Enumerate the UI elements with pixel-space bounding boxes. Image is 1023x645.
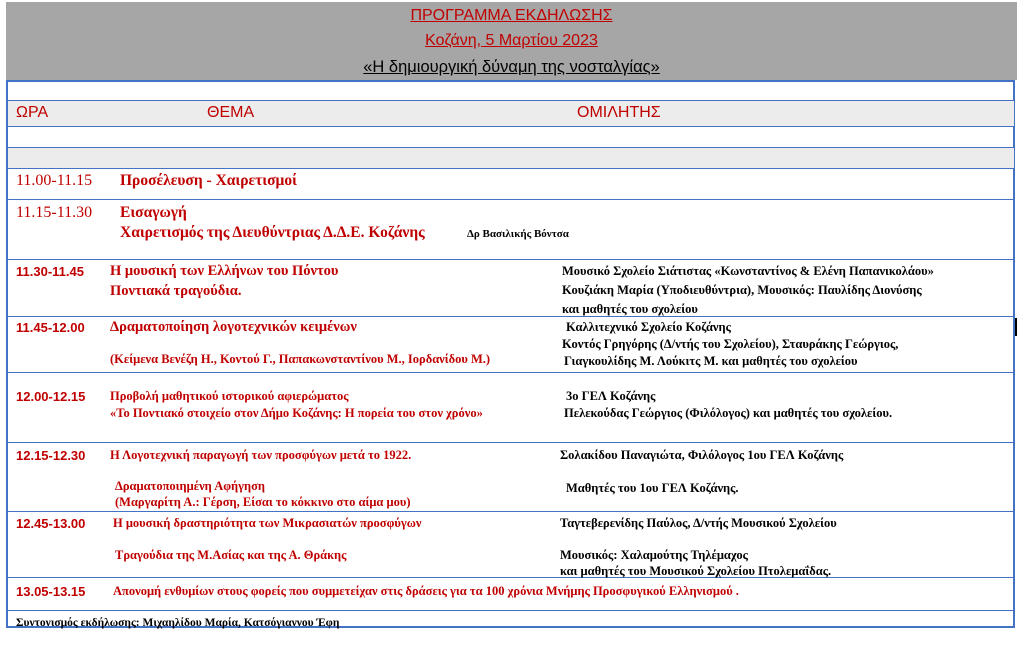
- row-speaker-line: και μαθητές του Μουσικού Σχολείου Πτολεμαΐδας.: [560, 564, 832, 578]
- row-speaker-line: και μαθητές του σχολείου: [562, 302, 698, 316]
- row-divider: [7, 511, 1015, 512]
- row-topic-line: Χαιρετισμός της Διευθύντριας Δ.Δ.Ε. Κοζάνης: [120, 224, 425, 241]
- row-divider: [7, 316, 1015, 317]
- row-time: 13.05-13.15: [16, 584, 86, 599]
- row-time: 11.00-11.15: [16, 172, 93, 189]
- row-speaker: Καλλιτεχνικό Σχολείο Κοζάνης: [566, 320, 731, 334]
- row-divider: [7, 199, 1015, 200]
- row-topic-line: (Μαργαρίτη Α.: Γέρση, Είσαι το κόκκινο στο αίμα μου): [115, 495, 411, 509]
- spacer-band: [8, 148, 1014, 168]
- row-topic-line: (Κείμενα Βενέζη Η., Κοντού Γ., Παπακωνσταντίνου Μ., Ιορδανίδου Μ.): [110, 352, 491, 366]
- row-speaker: Μουσικό Σχολείο Σιάτιστας «Κωνσταντίνος & Ελένη Παπανικολάου»: [562, 264, 934, 278]
- row-speaker-line: Κοντός Γρηγόρης (Δ/ντής του Σχολείου), Σταυράκης Γεώργιος,: [562, 337, 899, 351]
- column-header-time: ΩΡΑ: [16, 104, 49, 121]
- coordination-note: Συντονισμός εκδήλωσης: Μιχαηλίδου Μαρία, Κατσόγιαννου Έφη: [16, 617, 340, 629]
- row-topic: Η μουσική δραστηριότητα των Μικρασιατών προσφύγων: [113, 516, 422, 530]
- row-divider: [7, 577, 1015, 578]
- row-topic: Απονομή ενθυμίων στους φορείς που συμμετείχαν στις δράσεις για τα 100 χρόνια Μνήμης Προσφυγικού Ελληνισμού .: [113, 584, 739, 598]
- row-topic-line: Δραματοποιημένη Αφήγηση: [115, 479, 265, 493]
- row-topic-line: Τραγούδια της Μ.Ασίας και της Α. Θράκης: [115, 548, 347, 562]
- row-speaker-line: Γιαγκουλίδης Μ. Λούκιτς Μ. και μαθητές του σχολείου: [564, 354, 858, 368]
- row-divider: [7, 372, 1015, 373]
- row-time: 11.30-11.45: [16, 264, 84, 279]
- program-title: ΠΡΟΓΡΑΜΜΑ ΕΚΔΗΛΩΣΗΣ: [410, 7, 613, 24]
- row-speaker-line: Πελεκούδας Γεώργιος (Φιλόλογος) και μαθητές του σχολείου.: [564, 406, 893, 420]
- row-time: 12.15-12.30: [16, 448, 86, 463]
- row-divider: [7, 610, 1015, 611]
- event-subtitle: «Η δημιουργική δύναμη της νοσταλγίας»: [363, 58, 660, 76]
- row-time: 12.00-12.15: [16, 389, 86, 404]
- row-divider: [7, 126, 1015, 127]
- row-divider: [7, 147, 1015, 148]
- column-header-topic: ΘΕΜΑ: [207, 104, 255, 121]
- row-speaker-line: Μαθητές του 1ου ΓΕΛ Κοζάνης.: [566, 481, 739, 495]
- row-topic: Προβολή μαθητικού ιστορικού αφιερώματος: [110, 389, 349, 403]
- row-speaker-line: Κουζιάκη Μαρία (Υποδιευθύντρια), Μουσικός: Παυλίδης Διονύσης: [562, 283, 922, 297]
- row-divider: [7, 100, 1015, 101]
- event-date: Κοζάνη, 5 Μαρτίου 2023: [425, 32, 598, 49]
- row-topic-person: Δρ Βασιλικής Βόντσα: [467, 228, 569, 240]
- row-time: 11.15-11.30: [16, 204, 93, 221]
- text-cursor: [1015, 318, 1017, 336]
- row-time: 11.45-12.00: [16, 320, 85, 335]
- row-topic: Προσέλευση - Χαιρετισμοί: [120, 172, 297, 189]
- document-header: [6, 2, 1017, 80]
- row-speaker: 3ο ΓΕΛ Κοζάνης: [566, 389, 656, 403]
- row-speaker: Σολακίδου Παναγιώτα, Φιλόλογος 1ου ΓΕΛ Κοζάνης: [560, 448, 844, 462]
- row-topic-line: «Το Ποντιακό στοιχείο στον Δήμο Κοζάνης: Η πορεία του στον χρόνο»: [110, 406, 483, 420]
- row-divider: [7, 442, 1015, 443]
- row-topic-line: Ποντιακά τραγούδια.: [110, 283, 242, 299]
- row-topic: Δραματοποίηση λογοτεχνικών κειμένων: [110, 319, 357, 335]
- row-speaker: Ταγτεβερενίδης Παύλος, Δ/ντής Μουσικού Σχολείου: [560, 516, 837, 530]
- row-divider: [7, 259, 1015, 260]
- row-topic: Η Λογοτεχνική παραγωγή των προσφύγων μετά το 1922.: [110, 448, 412, 462]
- row-time: 12.45-13.00: [16, 516, 86, 531]
- row-divider: [7, 168, 1015, 169]
- row-speaker-line: Μουσικός: Χαλαμούτης Τηλέμαχος: [560, 548, 748, 562]
- row-topic: Εισαγωγή: [120, 204, 187, 221]
- row-topic: Η μουσική των Ελλήνων του Πόντου: [110, 263, 339, 279]
- column-header-speaker: ΟΜΙΛΗΤΗΣ: [577, 104, 661, 121]
- column-header-band: [8, 101, 1014, 126]
